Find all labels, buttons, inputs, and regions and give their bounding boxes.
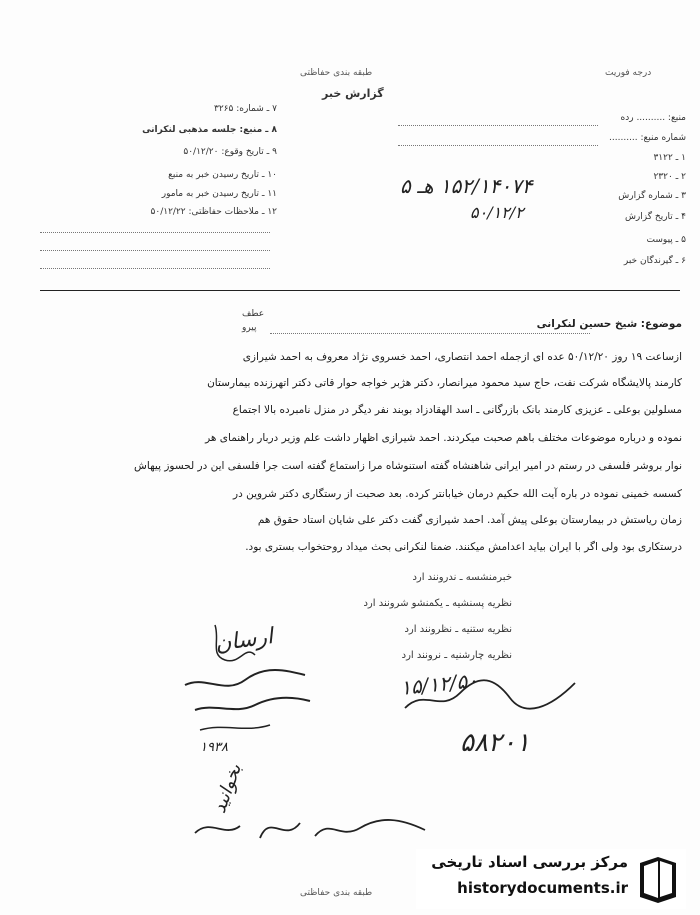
source-meeting-field: ۸ ـ منبع: جلسه مذهبی لنکرانی [142, 125, 277, 135]
signature-scribble-right [400, 668, 580, 718]
dotted-line [40, 232, 270, 233]
signature-scribble-bottom [190, 808, 430, 848]
dotted-line [398, 125, 598, 126]
handwritten-note: ارسان [213, 624, 275, 657]
handwritten-digits: ۱۹۳۸ [200, 740, 228, 755]
book-logo-icon [634, 853, 682, 905]
note-3: نظریه ستنیه ـ نظرونند ارد [404, 624, 512, 635]
source-field: منبع: .......... رده [620, 113, 686, 123]
body-line: نموده و درباره موضوعات مختلف باهم صحبت میکردند. احمد شیرازی اظهار داشت علم وزیر دربار راهنمای هر [205, 432, 682, 444]
signature-scribble-left [175, 615, 315, 745]
report-date-label: ۴ ـ تاریخ گزارش [624, 212, 686, 222]
form-title: گزارش خبر [322, 87, 384, 100]
field-1: ۱ ـ ۳۱۲۲ [653, 153, 686, 163]
body-line: زمان ریاستش در بیمارستان بوعلی پیش آمد. احمد شیرازی گفت دکتر علی شایان استاد حقوق هم [257, 514, 682, 526]
follow-up-label: پیرو [242, 323, 257, 333]
report-date-value: ۵۰/۱۲/۲ [470, 203, 524, 222]
urgency-label: درجه فوریت [605, 68, 652, 78]
body-line: درستکاری بود ولی اگر با ایران بیاید اعدامش میکنند. ضمنا لنکرانی بحث میداد روحتخواب بستری بود. [245, 541, 682, 553]
section-divider [40, 290, 680, 291]
watermark-url: historydocuments.ir [457, 879, 628, 897]
recipients-field: ۶ ـ گیرندگان خبر [623, 256, 686, 266]
body-line: ازساعت ۱۹ روز ۵۰/۱۲/۲۰ عده ای ازجمله احمد انتصاری، احمد خسروی نژاد معروف به احمد شیرازی [242, 351, 682, 363]
reference-label: عطف [242, 309, 265, 319]
report-number-label: ۳ ـ شماره گزارش [618, 191, 686, 201]
watermark-text: مرکز بررسی اسناد تاریخی [431, 853, 628, 871]
field-2: ۲ ـ ۲۳۲۰ [653, 172, 686, 182]
dotted-line [398, 145, 598, 146]
note-1: خبرمنشسه ـ ندرونند ارد [412, 572, 512, 583]
body-line: مسلولین بوعلی ـ عزیزی کارمند بانک بازرگانی ـ اسد الهقادزاد بوبند نفر دیگر در منزل نامبرده بالا اجتماع [232, 404, 682, 416]
dotted-line [270, 333, 590, 334]
occurrence-date-field: ۹ ـ تاریخ وقوع: ۵۰/۱۲/۲۰ [183, 147, 277, 157]
handwritten-side-note: بخوانید [208, 761, 246, 816]
body-line: کارمند پالایشگاه شرکت نفت، حاج سید محمود میرانصار، دکتر هژبر خواجه حوار قاتی دکتر اتهرزنده بیمارستان [207, 377, 682, 389]
watermark [416, 849, 686, 909]
note-4: نظریه چارشنیه ـ نرونند ارد [401, 650, 512, 661]
news-to-agent-field: ۱۱ ـ تاریخ رسیدن خبر به مامور [161, 189, 277, 199]
security-classification-bottom: طبقه بندی حفاظتی [300, 888, 373, 898]
number-field: ۷ ـ شماره: ۳۲۶۵ [214, 104, 277, 114]
attachment-field: ۵ ـ پیوست [646, 235, 686, 245]
note-2: نظریه پسنشیه ـ یکمنشو شرونند ارد [363, 598, 512, 609]
source-number-field: شماره منبع: .......... [609, 133, 686, 143]
dotted-line [40, 250, 270, 251]
body-line: کسسه خمینی نموده در باره آیت الله حکیم درمان خیابانتر کرده. بعد صحبت از رستگاری دکتر شروین در [233, 488, 682, 500]
report-number-value: ۱۵۲/۱۴۰۷۴ هـ ۵ [400, 174, 533, 198]
reference-number: ۵۸۲۰۱ [460, 728, 530, 758]
security-notes-field: ۱۲ ـ ملاحظات حفاظتی: ۵۰/۱۲/۲۲ [150, 207, 277, 217]
dotted-line [40, 268, 270, 269]
handwritten-date: ۱۵/۱۲/۵۰ [398, 667, 479, 701]
subject-line: موضوع: شیخ حسین لنکرانی [536, 318, 682, 330]
news-to-source-field: ۱۰ ـ تاریخ رسیدن خبر به منبع [168, 170, 277, 180]
security-classification-top: طبقه بندی حفاظتی [300, 68, 373, 78]
body-line: نوار بروشر فلسفی در رستم در امیر ایرانی شاهنشاه گفته استنوشاه مرا زاستماع گفته است جرا فلسفی این در لحسوز پیهاش [134, 460, 682, 472]
